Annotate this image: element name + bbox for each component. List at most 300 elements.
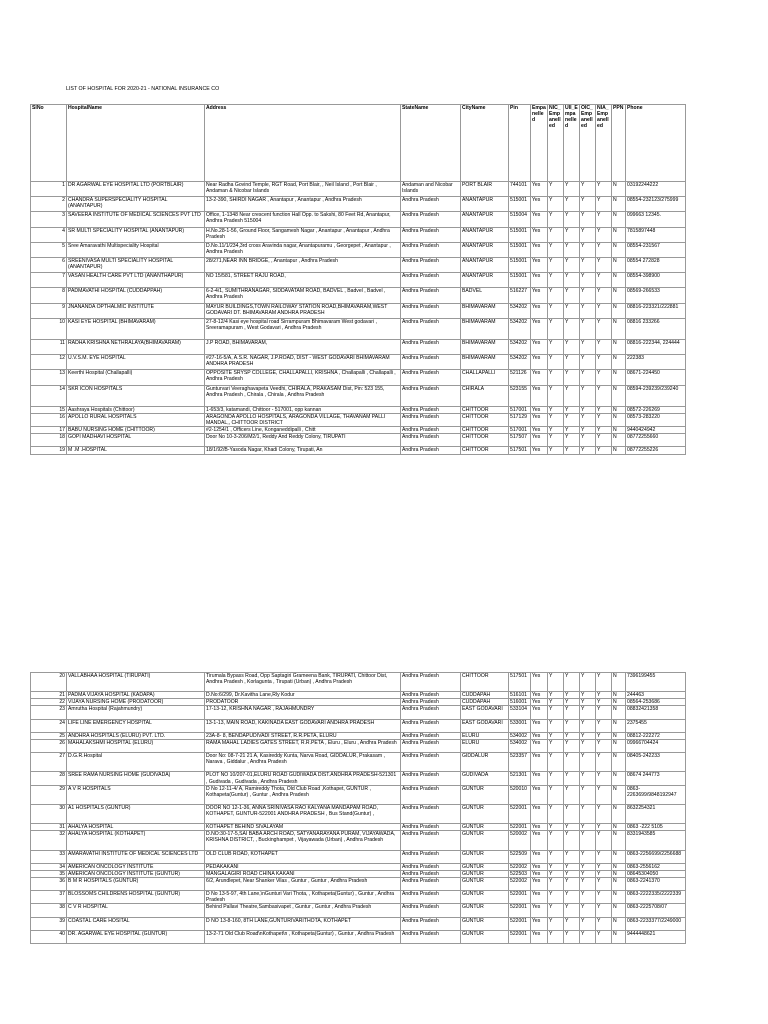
cell-address: PRODATOOR bbox=[205, 699, 401, 706]
cell-pin: 534202 bbox=[509, 339, 531, 354]
cell-oic-empanelled: Y bbox=[580, 257, 596, 272]
cell-address: D NO 13-8-160, 8TH LANE,GUNTURIVARITHOTA, KOTHAPET bbox=[205, 917, 401, 930]
cell-state-name: Andhra Pradesh bbox=[401, 212, 461, 227]
cell-nic-empanelled: Y bbox=[548, 877, 564, 890]
cell-empanelled: Yes bbox=[531, 904, 548, 917]
table-row bbox=[31, 891, 686, 904]
cell-hospital-name: MAHALAKSHMI HOSPITAL (ELURU) bbox=[67, 739, 205, 752]
cell-hospital-name: U.V.S.M. EYE HOSPITAL bbox=[67, 355, 205, 370]
cell-oic-empanelled: Y bbox=[580, 732, 596, 739]
cell-sl-no: 10 bbox=[31, 318, 67, 339]
cell-oic-empanelled: Y bbox=[580, 355, 596, 370]
cell-nic-empanelled: Y bbox=[548, 863, 564, 870]
cell-pin: 534202 bbox=[509, 303, 531, 318]
header-ppn: PPN bbox=[612, 105, 626, 182]
cell-nia-empanelled: Y bbox=[596, 257, 612, 272]
cell-ppn: N bbox=[612, 355, 626, 370]
cell-nic-empanelled: Y bbox=[548, 385, 564, 406]
cell-ppn: N bbox=[612, 891, 626, 904]
cell-empanelled: Yes bbox=[531, 917, 548, 930]
cell-address: H.No.28-1-56, Ground Floor, Sangamesh Nagar , Anantapur , Anantapur , Andhra Pradesh bbox=[205, 227, 401, 242]
cell-sl-no: 33 bbox=[31, 850, 67, 863]
cell-sl-no: 40 bbox=[31, 930, 67, 943]
cell-sl-no: 22 bbox=[31, 699, 67, 706]
cell-address: Tirumala Bypass Road, Opp Saptagiri Grameena Bank, TIRUPATI, Chittoor Dist, Andhra Pradesh , Korlagunta , Tirupati (Urban) , Andhra Pradesh bbox=[205, 673, 401, 692]
cell-pin: 517507 bbox=[509, 434, 531, 447]
cell-sl-no: 34 bbox=[31, 863, 67, 870]
cell-city-name: GUNTUR bbox=[461, 891, 509, 904]
cell-address: D.No:6/299, Dr.Kavitha Lane,Rly Kodur bbox=[205, 692, 401, 699]
cell-oic-empanelled: Y bbox=[580, 370, 596, 385]
cell-address: Gunturvari Veeraghavapeta Veedhi, CHIRALA, PRAKASAM Dist, Pin: 523 155, Andhra Pradesh , Chirala , Chirala , Andhra Pradesh bbox=[205, 385, 401, 406]
cell-oic-empanelled: Y bbox=[580, 719, 596, 732]
header-state-name: StateName bbox=[401, 105, 461, 182]
cell-state-name: Andhra Pradesh bbox=[401, 318, 461, 339]
cell-nia-empanelled: Y bbox=[596, 318, 612, 339]
cell-address: ARAGONDA APOLLO HOSPITALS, ARAGONDA VILLAGE, THAVANAM PALLI MANDAL,, CHITTOOR DISTRICT bbox=[205, 413, 401, 426]
cell-sl-no: 38 bbox=[31, 904, 67, 917]
cell-oic-empanelled: Y bbox=[580, 772, 596, 785]
cell-nia-empanelled: Y bbox=[596, 785, 612, 804]
cell-uii-empanelled: Y bbox=[564, 273, 580, 288]
cell-hospital-name: RADHA KRISHNA NETHRALAYA(BHIMAVARAM) bbox=[67, 339, 205, 354]
cell-pin: 522002 bbox=[509, 877, 531, 890]
cell-phone: 08554-398900 bbox=[626, 273, 686, 288]
cell-phone: 9444448621 bbox=[626, 930, 686, 943]
cell-hospital-name: M .M .HOSPITAL bbox=[67, 447, 205, 454]
table-row bbox=[31, 413, 686, 426]
table-row bbox=[31, 706, 686, 719]
cell-address: #27-16-5/A, A.S.R. NAGAR, J.P.ROAD, DIST - WEST GODAVARI BHIMAVARAM ANDHRA PRADESH bbox=[205, 355, 401, 370]
cell-state-name: Andhra Pradesh bbox=[401, 863, 461, 870]
cell-ppn: N bbox=[612, 318, 626, 339]
cell-city-name: GUNTUR bbox=[461, 785, 509, 804]
cell-sl-no: 30 bbox=[31, 804, 67, 823]
cell-sl-no: 7 bbox=[31, 273, 67, 288]
cell-state-name: Andhra Pradesh bbox=[401, 831, 461, 850]
cell-city-name: ELURU bbox=[461, 739, 509, 752]
cell-city-name: BHIMAVARAM bbox=[461, 303, 509, 318]
cell-ppn: N bbox=[612, 227, 626, 242]
cell-city-name: EAST GODAVARI bbox=[461, 719, 509, 732]
cell-phone: 7396199455 bbox=[626, 673, 686, 692]
cell-empanelled: Yes bbox=[531, 891, 548, 904]
cell-nia-empanelled: Y bbox=[596, 242, 612, 257]
cell-empanelled: Yes bbox=[531, 406, 548, 413]
cell-nia-empanelled: Y bbox=[596, 850, 612, 863]
cell-phone: 08645304050 bbox=[626, 870, 686, 877]
cell-nic-empanelled: Y bbox=[548, 197, 564, 212]
cell-phone: 0863-2222335/2222339 bbox=[626, 891, 686, 904]
cell-state-name: Andhra Pradesh bbox=[401, 355, 461, 370]
cell-city-name: BHIMAVARAM bbox=[461, 339, 509, 354]
table-row bbox=[31, 831, 686, 850]
cell-phone: 0863-2241370 bbox=[626, 877, 686, 890]
table-row bbox=[31, 212, 686, 227]
cell-hospital-name: JNANANDA OPTHALMIC INSTITUTE bbox=[67, 303, 205, 318]
cell-phone: 09966704424 bbox=[626, 739, 686, 752]
cell-pin: 533104 bbox=[509, 706, 531, 719]
cell-nic-empanelled: Y bbox=[548, 434, 564, 447]
hospital-table-page-2 bbox=[30, 672, 686, 944]
cell-nic-empanelled: Y bbox=[548, 917, 564, 930]
cell-oic-empanelled: Y bbox=[580, 318, 596, 339]
cell-sl-no: 2 bbox=[31, 197, 67, 212]
table-row bbox=[31, 739, 686, 752]
cell-state-name: Andhra Pradesh bbox=[401, 891, 461, 904]
cell-nic-empanelled: Y bbox=[548, 355, 564, 370]
cell-hospital-name: VIJAYA NURSING HOME (PRODATOOR) bbox=[67, 699, 205, 706]
cell-uii-empanelled: Y bbox=[564, 891, 580, 904]
cell-city-name: CHALLAPALLI bbox=[461, 370, 509, 385]
cell-pin: 533001 bbox=[509, 719, 531, 732]
table-row bbox=[31, 288, 686, 303]
cell-phone: 08671-224450 bbox=[626, 370, 686, 385]
table-row bbox=[31, 804, 686, 823]
cell-nia-empanelled: Y bbox=[596, 427, 612, 434]
cell-address: Door No 10-3-206/M2/1, Reddy And Reddy Colony, TIRUPATI bbox=[205, 434, 401, 447]
cell-phone: 08816-222344, 224444 bbox=[626, 339, 686, 354]
cell-oic-empanelled: Y bbox=[580, 699, 596, 706]
cell-city-name: BHIMAVARAM bbox=[461, 355, 509, 370]
cell-uii-empanelled: Y bbox=[564, 197, 580, 212]
cell-address: 13-2-71 Old Club Road\nKothapet\n , Kothapeta(Guntur) , Guntur , Andhra Pradesh bbox=[205, 930, 401, 943]
cell-empanelled: Yes bbox=[531, 257, 548, 272]
cell-empanelled: Yes bbox=[531, 831, 548, 850]
cell-city-name: GIDDALUR bbox=[461, 753, 509, 772]
cell-nia-empanelled: Y bbox=[596, 891, 612, 904]
cell-nic-empanelled: Y bbox=[548, 739, 564, 752]
table-row bbox=[31, 273, 686, 288]
cell-empanelled: Yes bbox=[531, 427, 548, 434]
cell-oic-empanelled: Y bbox=[580, 739, 596, 752]
cell-address: Near Radha Govind Temple, RGT Road, Port Blair, , Neil Island , Port Blair , Andaman & Nicobar Islands bbox=[205, 182, 401, 197]
cell-phone: 08554-231567 bbox=[626, 242, 686, 257]
cell-nic-empanelled: Y bbox=[548, 447, 564, 454]
cell-sl-no: 25 bbox=[31, 732, 67, 739]
cell-phone: 0863-2233377/2249000 bbox=[626, 917, 686, 930]
cell-empanelled: Yes bbox=[531, 227, 548, 242]
cell-sl-no: 17 bbox=[31, 427, 67, 434]
cell-nic-empanelled: Y bbox=[548, 706, 564, 719]
cell-ppn: N bbox=[612, 303, 626, 318]
cell-uii-empanelled: Y bbox=[564, 318, 580, 339]
cell-ppn: N bbox=[612, 182, 626, 197]
cell-nic-empanelled: Y bbox=[548, 772, 564, 785]
cell-oic-empanelled: Y bbox=[580, 917, 596, 930]
cell-city-name: BADVEL bbox=[461, 288, 509, 303]
cell-hospital-name: AMERICAN ONCOLOGY INSTITUTE (GUNTUR) bbox=[67, 870, 205, 877]
header-hospital-name: HospitalName bbox=[67, 105, 205, 182]
cell-city-name: ANANTAPUR bbox=[461, 273, 509, 288]
cell-phone: 08573-283220 bbox=[626, 413, 686, 426]
cell-city-name: GUNTUR bbox=[461, 870, 509, 877]
cell-ppn: N bbox=[612, 406, 626, 413]
header-address: Address bbox=[205, 105, 401, 182]
cell-sl-no: 12 bbox=[31, 355, 67, 370]
cell-address: 13-1-13, MAIN ROAD, KAKINADA EAST GODAVARI ANDHRA PRADESH bbox=[205, 719, 401, 732]
cell-phone: 08569-266533 bbox=[626, 288, 686, 303]
cell-empanelled: Yes bbox=[531, 753, 548, 772]
cell-state-name: Andhra Pradesh bbox=[401, 339, 461, 354]
cell-address: 17-13-12, KRISHNA NAGAR , RAJAHMUNDRY bbox=[205, 706, 401, 719]
cell-pin: 534202 bbox=[509, 318, 531, 339]
cell-uii-empanelled: Y bbox=[564, 772, 580, 785]
cell-nic-empanelled: Y bbox=[548, 673, 564, 692]
cell-phone: 08772255660 bbox=[626, 434, 686, 447]
cell-hospital-name: SREE RAMA NURSING HOME (GUDIVADA) bbox=[67, 772, 205, 785]
cell-oic-empanelled: Y bbox=[580, 413, 596, 426]
cell-pin: 521126 bbox=[509, 370, 531, 385]
cell-address: 6/2, Arundlepet, Near Shanker Vilas , Guntur , Guntur , Andhra Pradesh bbox=[205, 877, 401, 890]
cell-hospital-name: A1 HOSPITALS (GUNTUR) bbox=[67, 804, 205, 823]
cell-hospital-name: VALLABHAA HOSPITAL (TIRUPATI) bbox=[67, 673, 205, 692]
table-row bbox=[31, 673, 686, 692]
cell-empanelled: Yes bbox=[531, 850, 548, 863]
cell-empanelled: Yes bbox=[531, 370, 548, 385]
cell-address: 1-653/3, katamandi, Chittoor - 517001, opp kannan bbox=[205, 406, 401, 413]
table-row bbox=[31, 385, 686, 406]
cell-ppn: N bbox=[612, 273, 626, 288]
cell-hospital-name: AMARAVATHI INSTITUTE OF MEDICAL SCIENCES LTD bbox=[67, 850, 205, 863]
cell-nia-empanelled: Y bbox=[596, 904, 612, 917]
cell-city-name: GUNTUR bbox=[461, 863, 509, 870]
cell-ppn: N bbox=[612, 197, 626, 212]
cell-city-name: PORT BLAIR bbox=[461, 182, 509, 197]
cell-oic-empanelled: Y bbox=[580, 824, 596, 831]
cell-address: PLOT NO 10/207-01,ELURU ROAD GUDIWADA DIST.ANDHRA PRADESH-521301 , Gudivada , Gudivada , Andhra Pradesh bbox=[205, 772, 401, 785]
cell-pin: 516101 bbox=[509, 692, 531, 699]
cell-phone: 099663 12345. bbox=[626, 212, 686, 227]
cell-address: PEDAKAKANI bbox=[205, 863, 401, 870]
cell-oic-empanelled: Y bbox=[580, 447, 596, 454]
cell-phone: 08812-222272 bbox=[626, 732, 686, 739]
cell-sl-no: 23 bbox=[31, 706, 67, 719]
cell-address: D.NO:30-17-5,SAI BABA ARCH ROAD, SATYANARAYANA PURAM, VIJAYAWADA, KRISHNA DISTRICT, , Buckinghampet , Vijayawada (Urban) , Andhra Pradesh bbox=[205, 831, 401, 850]
cell-pin: 516227 bbox=[509, 288, 531, 303]
cell-state-name: Andhra Pradesh bbox=[401, 917, 461, 930]
cell-nic-empanelled: Y bbox=[548, 370, 564, 385]
cell-pin: 521301 bbox=[509, 772, 531, 785]
cell-ppn: N bbox=[612, 212, 626, 227]
cell-state-name: Andhra Pradesh bbox=[401, 692, 461, 699]
cell-phone: 08772255226 bbox=[626, 447, 686, 454]
cell-sl-no: 14 bbox=[31, 385, 67, 406]
cell-nia-empanelled: Y bbox=[596, 877, 612, 890]
cell-nia-empanelled: Y bbox=[596, 699, 612, 706]
cell-address: 18/1/92/B-Yasoda Nagar, Khadi Colony, Tirupati, An bbox=[205, 447, 401, 454]
cell-sl-no: 32 bbox=[31, 831, 67, 850]
cell-empanelled: Yes bbox=[531, 739, 548, 752]
cell-pin: 534002 bbox=[509, 732, 531, 739]
cell-ppn: N bbox=[612, 877, 626, 890]
cell-hospital-name: SAVEERA INSTITUTE OF MEDICAL SCIENCES PVT LTD bbox=[67, 212, 205, 227]
cell-ppn: N bbox=[612, 785, 626, 804]
header-nic-empanelled: NIC_Empanelled bbox=[548, 105, 564, 182]
cell-sl-no: 1 bbox=[31, 182, 67, 197]
cell-phone: 08572-226269 bbox=[626, 406, 686, 413]
cell-nia-empanelled: Y bbox=[596, 413, 612, 426]
cell-sl-no: 8 bbox=[31, 288, 67, 303]
table-row bbox=[31, 904, 686, 917]
cell-empanelled: Yes bbox=[531, 197, 548, 212]
cell-hospital-name: APOLLO RURAL HOSPITALS bbox=[67, 413, 205, 426]
cell-nia-empanelled: Y bbox=[596, 917, 612, 930]
cell-nia-empanelled: Y bbox=[596, 385, 612, 406]
cell-uii-empanelled: Y bbox=[564, 877, 580, 890]
header-pin: Pin bbox=[509, 105, 531, 182]
cell-address: Office, 1-1348 Near crescent function Hall Opp. to Sakshi, 80 Feet Rd, Anantapur, Andhra Pradesh 515004 bbox=[205, 212, 401, 227]
cell-nic-empanelled: Y bbox=[548, 785, 564, 804]
cell-state-name: Andhra Pradesh bbox=[401, 427, 461, 434]
cell-address: RAMA MAHAL LADIES GATES STREET, R.R.PETA , Eluru , Eluru , Andhra Pradesh bbox=[205, 739, 401, 752]
cell-sl-no: 35 bbox=[31, 870, 67, 877]
cell-hospital-name: GOPI MADHAVI HOSPITAL bbox=[67, 434, 205, 447]
cell-city-name: GUNTUR bbox=[461, 831, 509, 850]
cell-nia-empanelled: Y bbox=[596, 303, 612, 318]
cell-sl-no: 29 bbox=[31, 785, 67, 804]
cell-address: OPPOSITE SRYSP COLLEGE, CHALLAPALLI, KRISHNA , Challapalli , Challapalli , Andhra Pradesh bbox=[205, 370, 401, 385]
cell-uii-empanelled: Y bbox=[564, 288, 580, 303]
cell-nic-empanelled: Y bbox=[548, 732, 564, 739]
cell-phone: 7815897448 bbox=[626, 227, 686, 242]
cell-pin: 522001 bbox=[509, 824, 531, 831]
table-row bbox=[31, 406, 686, 413]
table-row bbox=[31, 182, 686, 197]
cell-pin: 522001 bbox=[509, 930, 531, 943]
cell-hospital-name: D.G.R.Hospital bbox=[67, 753, 205, 772]
table-row bbox=[31, 850, 686, 863]
cell-nia-empanelled: Y bbox=[596, 863, 612, 870]
cell-empanelled: Yes bbox=[531, 318, 548, 339]
table-row bbox=[31, 257, 686, 272]
cell-hospital-name: C V R HOSPITAL bbox=[67, 904, 205, 917]
table-row bbox=[31, 930, 686, 943]
cell-ppn: N bbox=[612, 850, 626, 863]
cell-oic-empanelled: Y bbox=[580, 706, 596, 719]
cell-pin: 522503 bbox=[509, 870, 531, 877]
cell-phone: 9440424942 bbox=[626, 427, 686, 434]
cell-pin: 522001 bbox=[509, 904, 531, 917]
header-sl-no: SlNo bbox=[31, 105, 67, 182]
cell-pin: 520002 bbox=[509, 831, 531, 850]
cell-oic-empanelled: Y bbox=[580, 870, 596, 877]
cell-state-name: Andhra Pradesh bbox=[401, 739, 461, 752]
cell-oic-empanelled: Y bbox=[580, 288, 596, 303]
cell-sl-no: 24 bbox=[31, 719, 67, 732]
cell-uii-empanelled: Y bbox=[564, 242, 580, 257]
cell-nic-empanelled: Y bbox=[548, 930, 564, 943]
cell-oic-empanelled: Y bbox=[580, 182, 596, 197]
cell-nic-empanelled: Y bbox=[548, 257, 564, 272]
cell-nia-empanelled: Y bbox=[596, 370, 612, 385]
cell-sl-no: 27 bbox=[31, 753, 67, 772]
cell-pin: 744101 bbox=[509, 182, 531, 197]
cell-phone: 8632254321 bbox=[626, 804, 686, 823]
cell-uii-empanelled: Y bbox=[564, 692, 580, 699]
cell-oic-empanelled: Y bbox=[580, 427, 596, 434]
cell-address: 27-8-12/4 Kasi eye hospital road Sirrampuram Bhimavaram West godavari , Sreeramapuram , West Godavari , Andhra Pradesh bbox=[205, 318, 401, 339]
cell-uii-empanelled: Y bbox=[564, 257, 580, 272]
cell-uii-empanelled: Y bbox=[564, 917, 580, 930]
table-row bbox=[31, 303, 686, 318]
cell-nic-empanelled: Y bbox=[548, 212, 564, 227]
cell-address: 13-2-390, SHIRDI NAGAR , Anantapur , Anantapur , Andhra Pradesh bbox=[205, 197, 401, 212]
cell-address: 6-2-4/1, SUMITHRANAGAR, SIDDAVATAM ROAD, BADVEL , Badvel , Badvel , Andhra Pradesh bbox=[205, 288, 401, 303]
cell-pin: 515001 bbox=[509, 197, 531, 212]
cell-empanelled: Yes bbox=[531, 706, 548, 719]
cell-hospital-name: PADMAVATHI HOSPITAL (CUDDAPPAH) bbox=[67, 288, 205, 303]
cell-empanelled: Yes bbox=[531, 692, 548, 699]
cell-phone: 0863-2263699/9848192947 bbox=[626, 785, 686, 804]
cell-hospital-name: DR. AGARWAL EYE HOSPITAL (GUNTUR) bbox=[67, 930, 205, 943]
cell-empanelled: Yes bbox=[531, 242, 548, 257]
cell-city-name: ANANTAPUR bbox=[461, 197, 509, 212]
cell-ppn: N bbox=[612, 824, 626, 831]
cell-sl-no: 5 bbox=[31, 242, 67, 257]
cell-oic-empanelled: Y bbox=[580, 273, 596, 288]
cell-oic-empanelled: Y bbox=[580, 227, 596, 242]
table-row bbox=[31, 699, 686, 706]
cell-sl-no: 26 bbox=[31, 739, 67, 752]
cell-uii-empanelled: Y bbox=[564, 785, 580, 804]
cell-ppn: N bbox=[612, 692, 626, 699]
cell-oic-empanelled: Y bbox=[580, 930, 596, 943]
cell-pin: 522001 bbox=[509, 804, 531, 823]
cell-ppn: N bbox=[612, 904, 626, 917]
cell-phone: 08554 272828 bbox=[626, 257, 686, 272]
cell-state-name: Andhra Pradesh bbox=[401, 850, 461, 863]
cell-phone: 03192244222 bbox=[626, 182, 686, 197]
cell-city-name: CHITTOOR bbox=[461, 673, 509, 692]
cell-hospital-name: A V R HOSPITALS bbox=[67, 785, 205, 804]
cell-pin: 522509 bbox=[509, 850, 531, 863]
cell-nic-empanelled: Y bbox=[548, 753, 564, 772]
cell-state-name: Andhra Pradesh bbox=[401, 288, 461, 303]
cell-oic-empanelled: Y bbox=[580, 406, 596, 413]
cell-nia-empanelled: Y bbox=[596, 732, 612, 739]
cell-nia-empanelled: Y bbox=[596, 212, 612, 227]
cell-state-name: Andhra Pradesh bbox=[401, 257, 461, 272]
cell-uii-empanelled: Y bbox=[564, 699, 580, 706]
cell-pin: 517001 bbox=[509, 427, 531, 434]
cell-oic-empanelled: Y bbox=[580, 339, 596, 354]
cell-state-name: Andhra Pradesh bbox=[401, 434, 461, 447]
table-row bbox=[31, 863, 686, 870]
cell-oic-empanelled: Y bbox=[580, 863, 596, 870]
cell-pin: 523357 bbox=[509, 753, 531, 772]
cell-pin: 515001 bbox=[509, 273, 531, 288]
table-row bbox=[31, 753, 686, 772]
cell-city-name: CHITTOOR bbox=[461, 413, 509, 426]
table-row bbox=[31, 370, 686, 385]
cell-pin: 517501 bbox=[509, 447, 531, 454]
cell-phone: 8331943585 bbox=[626, 831, 686, 850]
table-row bbox=[31, 772, 686, 785]
cell-ppn: N bbox=[612, 434, 626, 447]
cell-ppn: N bbox=[612, 242, 626, 257]
cell-pin: 515001 bbox=[509, 227, 531, 242]
cell-state-name: Andhra Pradesh bbox=[401, 904, 461, 917]
cell-empanelled: Yes bbox=[531, 355, 548, 370]
table-row bbox=[31, 339, 686, 354]
cell-uii-empanelled: Y bbox=[564, 719, 580, 732]
cell-uii-empanelled: Y bbox=[564, 212, 580, 227]
cell-hospital-name: SKR ICON HOSPITALS bbox=[67, 385, 205, 406]
cell-nia-empanelled: Y bbox=[596, 227, 612, 242]
cell-city-name: ANANTAPUR bbox=[461, 227, 509, 242]
cell-empanelled: Yes bbox=[531, 212, 548, 227]
